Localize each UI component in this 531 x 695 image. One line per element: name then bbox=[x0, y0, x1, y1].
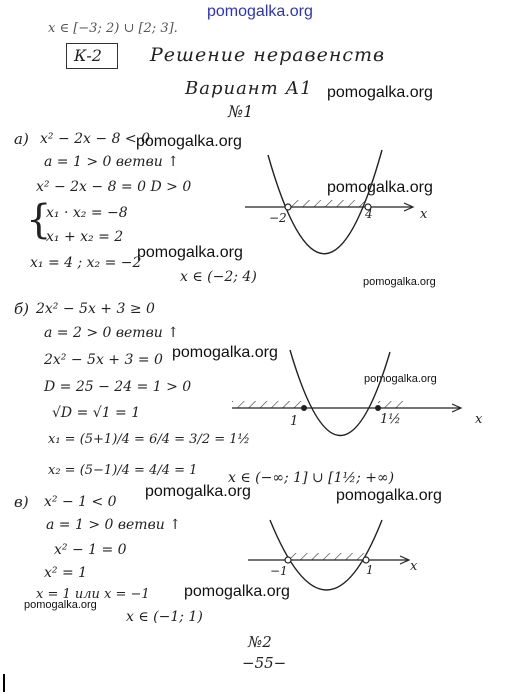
watermark-4: pomogalka.org bbox=[137, 244, 243, 261]
part-c-label: в) bbox=[14, 493, 29, 511]
part-b-line-5: √D = √1 = 1 bbox=[52, 405, 141, 421]
watermark-5: pomogalka.org bbox=[363, 276, 436, 288]
problem-number-2: №2 bbox=[248, 633, 272, 651]
watermark-3: pomogalka.org bbox=[327, 179, 433, 196]
graph-c-right-root: 1 bbox=[366, 563, 374, 577]
part-b-line-7: x₂ = (5−1)/4 = 4/4 = 1 bbox=[48, 463, 198, 478]
text-cursor bbox=[3, 674, 5, 692]
part-a-line-5: x₁ + x₂ = 2 bbox=[46, 229, 124, 245]
page-number: −55− bbox=[242, 654, 287, 672]
part-b-line-1: 2x² − 5x + 3 ≥ 0 bbox=[36, 301, 155, 317]
part-a-line-4: x₁ · x₂ = −8 bbox=[46, 205, 128, 221]
part-c-line-3: x² − 1 = 0 bbox=[54, 542, 127, 558]
part-a-line-3: x² − 2x − 8 = 0 D > 0 bbox=[36, 179, 192, 195]
watermark-top: pomogalka.org bbox=[207, 3, 313, 20]
watermark-11: pomogalka.org bbox=[24, 599, 97, 611]
part-c-line-4: x² = 1 bbox=[44, 565, 88, 581]
hatch-region-c bbox=[288, 553, 366, 560]
watermark-1: pomogalka.org bbox=[327, 84, 433, 101]
part-b-line-3: 2x² − 5x + 3 = 0 bbox=[44, 352, 163, 368]
watermark-9: pomogalka.org bbox=[336, 487, 442, 504]
part-b-line-6: x₁ = (5+1)/4 = 6/4 = 3/2 = 1½ bbox=[48, 432, 251, 447]
problem-number-1: №1 bbox=[228, 102, 254, 121]
graph-c-axis-label: x bbox=[410, 559, 418, 574]
part-b-line-2: a = 2 > 0 ветви ↑ bbox=[44, 325, 179, 341]
part-a-line-1: x² − 2x − 8 < 0 bbox=[40, 131, 151, 147]
part-b-answer: x ∈ (−∞; 1] ∪ [1½; +∞) bbox=[228, 470, 395, 486]
part-a-answer: x ∈ (−2; 4) bbox=[180, 269, 257, 285]
watermark-2: pomogalka.org bbox=[136, 133, 242, 150]
watermark-6: pomogalka.org bbox=[172, 344, 278, 361]
page-title: Решение неравенств bbox=[150, 44, 386, 66]
part-a-label: а) bbox=[14, 130, 29, 148]
part-c-line-2: a = 1 > 0 ветви ↑ bbox=[46, 517, 181, 533]
part-c-answer: x ∈ (−1; 1) bbox=[126, 609, 203, 625]
graph-a-axis-label: x bbox=[420, 207, 428, 222]
system-brace-a: { bbox=[26, 197, 52, 243]
graph-c-left-root: −1 bbox=[270, 564, 288, 578]
graph-b-left-root: 1 bbox=[290, 414, 299, 429]
box-label: К-2 bbox=[74, 46, 102, 65]
part-b-label: б) bbox=[14, 300, 30, 318]
top-line: x ∈ [−3; 2) ∪ [2; 3]. bbox=[48, 21, 178, 36]
graph-b-right-root: 1½ bbox=[380, 412, 401, 427]
part-c-line-5: x = 1 или x = −1 bbox=[36, 587, 150, 602]
part-b-line-4: D = 25 − 24 = 1 > 0 bbox=[44, 379, 192, 395]
root-point-c-left bbox=[285, 557, 291, 563]
watermark-8: pomogalka.org bbox=[145, 483, 251, 500]
watermark-7: pomogalka.org bbox=[364, 373, 437, 385]
part-a-line-2: a = 1 > 0 ветви ↑ bbox=[44, 154, 179, 170]
graph-b-axis-label: x bbox=[475, 412, 483, 427]
watermark-10: pomogalka.org bbox=[184, 583, 290, 600]
part-c-line-1: x² − 1 < 0 bbox=[44, 494, 117, 510]
graph-a-right-root: 4 bbox=[365, 207, 373, 221]
variant-label: Вариант А1 bbox=[185, 78, 313, 99]
graph-a-left-root: −2 bbox=[269, 211, 287, 225]
part-a-line-6: x₁ = 4 ; x₂ = −2 bbox=[30, 255, 142, 271]
